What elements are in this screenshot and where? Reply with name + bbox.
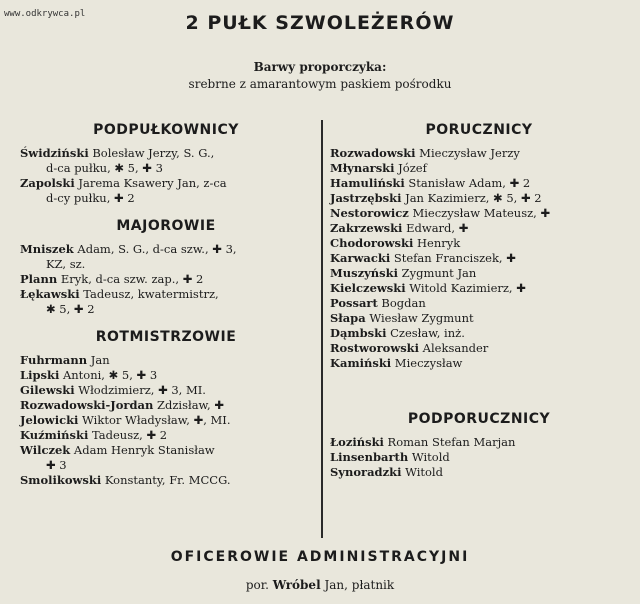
officer-details: Bolesław Jerzy, S. G., <box>88 146 215 160</box>
entry-line <box>330 221 628 236</box>
officer-entry <box>330 435 628 450</box>
officer-surname: Smolikowski <box>20 473 102 487</box>
admin-prefix: por. <box>245 578 273 592</box>
section-heading-podpulkownicy: PODPUŁKOWNICY <box>93 122 239 138</box>
entry-line <box>330 161 628 176</box>
entry-line <box>330 341 628 356</box>
entry-line <box>20 368 312 383</box>
entry-line <box>330 266 628 281</box>
officer-surname: Possart <box>330 296 378 310</box>
officer-details: Wiktor Władysław, ✚, MI. <box>78 413 231 427</box>
officer-entry <box>330 356 628 371</box>
entry-line <box>20 413 312 428</box>
section-heading-rotmistrzowie: ROTMISTRZOWIE <box>95 329 237 345</box>
colors-heading: Barwy proporczyka: <box>253 60 387 74</box>
officer-details: Włodzimierz, ✚ 3, MI. <box>74 383 206 397</box>
officer-surname: Kielczewski <box>330 281 406 295</box>
entry-line <box>330 206 628 221</box>
officer-entry <box>330 311 628 326</box>
officer-details: Roman Stefan Marjan <box>383 435 516 449</box>
entry-line <box>20 272 312 287</box>
officer-entry <box>330 146 628 161</box>
officer-entry <box>20 383 312 398</box>
officer-entry <box>330 176 628 191</box>
entry-line <box>330 191 628 206</box>
officer-details: Witold <box>408 450 450 464</box>
officer-surname: Muszyński <box>330 266 398 280</box>
entry-line <box>330 251 628 266</box>
entry-line <box>330 236 628 251</box>
officer-details: Henryk <box>413 236 461 250</box>
entry-line <box>20 428 312 443</box>
podporucznicy-list <box>330 435 628 480</box>
officer-entry <box>20 287 312 317</box>
officer-details: Mieczysław Mateusz, ✚ <box>408 206 551 220</box>
officer-entry <box>330 236 628 251</box>
officer-details: Adam Henryk Stanisław <box>70 443 215 457</box>
officer-surname: Nestorowicz <box>330 206 409 220</box>
officer-entry <box>20 473 312 488</box>
officer-details: Eryk, d-ca szw. zap., ✚ 2 <box>57 272 204 286</box>
officer-entry <box>20 443 312 473</box>
officer-details: Stanisław Adam, ✚ 2 <box>404 176 531 190</box>
officer-surname: Łoziński <box>330 435 384 449</box>
officer-entry <box>330 341 628 356</box>
officer-details: Józef <box>394 161 427 175</box>
left-column <box>20 120 312 488</box>
entry-line <box>20 176 312 191</box>
officer-entry <box>20 428 312 443</box>
admin-heading: OFICEROWIE ADMINISTRACYJNI <box>170 549 470 565</box>
officer-entry <box>330 281 628 296</box>
officer-details: Tadeusz, kwatermistrz, <box>79 287 219 301</box>
officer-details: Czesław, inż. <box>386 326 465 340</box>
officer-surname: Młynarski <box>330 161 395 175</box>
entry-line <box>330 311 628 326</box>
officer-details: Aleksander <box>419 341 489 355</box>
officer-surname: Gilewski <box>20 383 75 397</box>
entry-line <box>20 146 312 161</box>
admin-entry <box>0 578 640 592</box>
officer-entry <box>20 242 312 272</box>
officer-surname: Zapolski <box>20 176 75 190</box>
officer-entry <box>330 266 628 281</box>
entry-line <box>330 281 628 296</box>
entry-line <box>20 473 312 488</box>
entry-line <box>20 287 312 302</box>
officer-entry <box>330 465 628 480</box>
entry-line <box>330 296 628 311</box>
officer-details-continued: d-ca pułku, ✱ 5, ✚ 3 <box>46 161 163 175</box>
officer-surname: Hamuliński <box>330 176 405 190</box>
officer-surname: Dąmbski <box>330 326 387 340</box>
officer-entry <box>20 413 312 428</box>
officer-details: Zdzisław, ✚ <box>153 398 224 412</box>
officer-entry <box>330 191 628 206</box>
column-spacer <box>330 371 628 409</box>
officer-entry <box>330 326 628 341</box>
porucznicy-list <box>330 146 628 371</box>
officer-surname: Jelowicki <box>20 413 79 427</box>
entry-line <box>20 443 312 458</box>
admin-name: Wróbel <box>272 578 321 592</box>
entry-line <box>20 383 312 398</box>
entry-line <box>330 465 628 480</box>
officer-details-continued: ✚ 3 <box>46 458 67 472</box>
officer-details: Adam, S. G., d-ca szw., ✚ 3, <box>73 242 237 256</box>
officer-entry <box>20 368 312 383</box>
page-title: 2 PUŁK SZWOLEŻERÓW <box>185 12 455 34</box>
officer-surname: Łękawski <box>20 287 80 301</box>
section-heading-podporucznicy: PODPORUCZNICY <box>407 411 551 427</box>
rotmistrzowie-list <box>20 353 312 488</box>
officer-surname: Słapa <box>330 311 366 325</box>
officer-entry <box>20 353 312 368</box>
officer-surname: Karwacki <box>330 251 391 265</box>
entry-line <box>330 356 628 371</box>
officer-details: Edward, ✚ <box>402 221 469 235</box>
officer-surname: Fuhrmann <box>20 353 88 367</box>
entry-line <box>330 146 628 161</box>
officer-surname: Zakrzewski <box>330 221 403 235</box>
officer-surname: Rozwadowski-Jordan <box>20 398 154 412</box>
officer-surname: Mniszek <box>20 242 74 256</box>
colors-text: srebrne z amarantowym paskiem pośrodku <box>188 77 452 91</box>
officer-details: Tadeusz, ✚ 2 <box>88 428 168 442</box>
officer-details: Mieczysław Jerzy <box>415 146 520 160</box>
officer-entry <box>330 251 628 266</box>
officer-details: Jan Kazimierz, ✱ 5, ✚ 2 <box>401 191 542 205</box>
section-heading-majorowie: MAJOROWIE <box>116 218 216 234</box>
officer-entry <box>330 206 628 221</box>
watermark-text: www.odkrywca.pl <box>4 9 86 19</box>
officer-entry <box>20 146 312 176</box>
entry-line <box>20 398 312 413</box>
officer-surname: Synoradzki <box>330 465 402 479</box>
officer-details-continued: KZ, sz. <box>46 257 86 271</box>
officer-surname: Rozwadowski <box>330 146 416 160</box>
column-divider <box>321 120 323 538</box>
officer-surname: Świdziński <box>20 146 89 160</box>
officer-surname: Rostworowski <box>330 341 420 355</box>
officer-details: Mieczysław <box>391 356 463 370</box>
officer-entry <box>330 161 628 176</box>
officer-details: Zygmunt Jan <box>397 266 477 280</box>
officer-surname: Lipski <box>20 368 60 382</box>
officer-entry <box>20 398 312 413</box>
right-column <box>330 120 628 480</box>
officer-surname: Kamiński <box>330 356 392 370</box>
entry-line <box>330 450 628 465</box>
officer-details: Konstanty, Fr. MCCG. <box>101 473 231 487</box>
admin-rest: Jan, płatnik <box>320 578 395 592</box>
entry-line <box>20 242 312 257</box>
officer-surname: Kuźmiński <box>20 428 89 442</box>
officer-surname: Wilczek <box>20 443 71 457</box>
officer-surname: Jastrzębski <box>330 191 402 205</box>
officer-details-continued: ✱ 5, ✚ 2 <box>46 302 95 316</box>
entry-line <box>330 326 628 341</box>
majorowie-list <box>20 242 312 317</box>
officer-surname: Linsenbarth <box>330 450 409 464</box>
officer-surname: Chodorowski <box>330 236 414 250</box>
officer-entry <box>20 272 312 287</box>
entry-line <box>20 353 312 368</box>
officer-surname: Plann <box>20 272 58 286</box>
section-heading-porucznicy: PORUCZNICY <box>425 122 533 138</box>
officer-entry <box>330 296 628 311</box>
entry-line <box>330 435 628 450</box>
officer-details: Witold <box>401 465 443 479</box>
entry-line <box>330 176 628 191</box>
officer-details: Antoni, ✱ 5, ✚ 3 <box>59 368 158 382</box>
podpulkownicy-list <box>20 146 312 206</box>
officer-details: Bogdan <box>377 296 426 310</box>
officer-details: Jarema Ksawery Jan, z-ca <box>74 176 227 190</box>
officer-details: Stefan Franciszek, ✚ <box>390 251 516 265</box>
officer-entry <box>20 176 312 206</box>
officer-details: Jan <box>87 353 110 367</box>
officer-details: Wiesław Zygmunt <box>365 311 474 325</box>
officer-entry <box>330 221 628 236</box>
officer-details: Witold Kazimierz, ✚ <box>405 281 526 295</box>
officer-details-continued: d-cy pułku, ✚ 2 <box>46 191 135 205</box>
officer-entry <box>330 450 628 465</box>
